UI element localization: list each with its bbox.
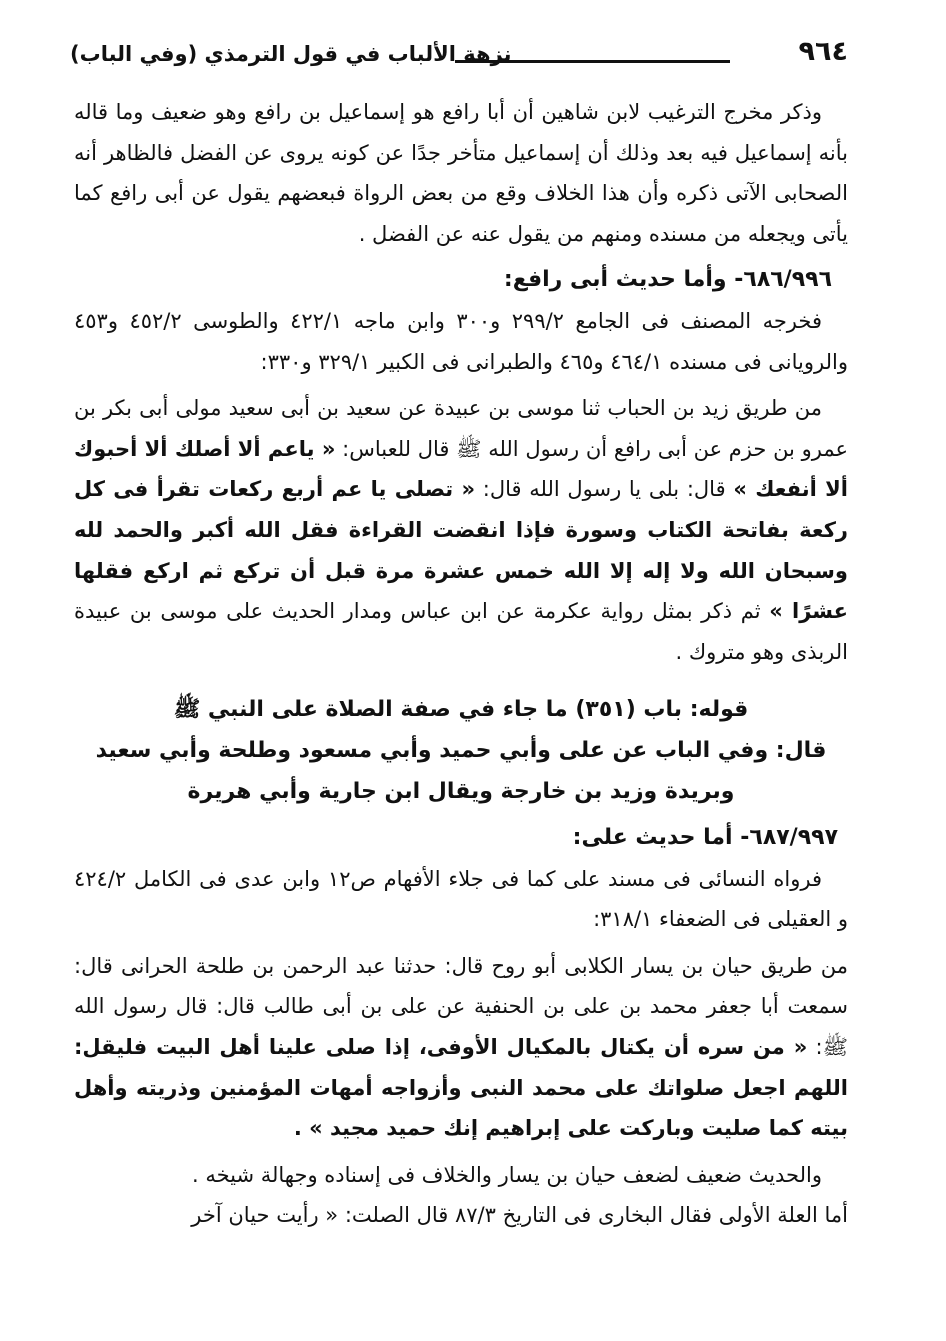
hadith-heading-ali: ٦٨٧/٩٩٧- أما حديث على: <box>572 825 838 851</box>
chapter-wa-fil-bab: قال: وفي الباب عن على وأبي حميد وأبي مسعود وطلحة وأبي سعيد وبريدة وزيد بن خارجة ويقال ابن جارية وأبي هريرة <box>95 737 827 804</box>
paragraph-first-illa: أما العلة الأولى فقال البخارى فى التاريخ ٨٧/٣ قال الصلت: « رأيت حيان آخر <box>191 1203 848 1228</box>
page-body <box>74 92 848 1236</box>
hadith-quote-bold: « تصلى يا عم أربع ركعات تقرأ فى كل ركعة بفاتحة الكتاب وسورة فإذا انقضت القراءة فقل الله أكبر والحمد لله وسبحان الله ولا إله إلا الله خمس عشرة مرة قبل أن تركع ثم اركع فقلها عشرًا » <box>74 477 848 624</box>
isnad-text: من طريق حيان بن يسار الكلابى أبو روح قال: حدثنا عبد الرحمن بن طلحة الحرانى قال: سمعت أبا جعفر محمد بن على بن الحنفية عن على بن أبى طالب قال: قال رسول الله ﷺ: <box>74 953 849 1060</box>
paragraph-isnad-ali <box>74 946 848 1149</box>
hadith-quote-bold: « من سره أن يكتال بالمكيال الأوفى، إذا صلى علينا أهل البيت فليقل: اللهم اجعل صلواتك على محمد النبى وأزواجه أمهات المؤمنين وذريته وأهل بيته كما صليت وباركت على إبراهيم إنك حميد مجيد » . <box>74 1035 848 1141</box>
running-title: نزهة الألباب في قول الترمذي (وفي الباب) <box>70 42 512 66</box>
isnad-text: ثم ذكر بمثل رواية عكرمة عن ابن عباس ومدار الحديث على موسى بن عبيدة الربذى وهو متروك . <box>74 599 848 664</box>
chapter-title: قوله: باب (٣٥١) ما جاء في صفة الصلاة على النبي ﷺ <box>173 697 749 723</box>
paragraph-targhib-note: وذكر مخرج الترغيب لابن شاهين أن أبا رافع هو إسماعيل بن رافع وهو ضعيف وما قاله بأنه إسماعيل فيه بعد وذلك أن إسماعيل متأخر جدًا عن كونه يروى عن الفضل فالظاهر أنه الصحابى الآتى ذكره وأن هذا الخلاف وقع من بعض الرواة فبعضهم يقول عن أبى رافع كما يأتى ويجعله من مسنده ومنهم من يقول عنه عن الفضل . <box>74 100 848 246</box>
hadith-quote-bold: « ياعم ألا أصلك ألا أحبوك ألا أنفعك » <box>74 436 848 502</box>
hadith-heading-abi-rafi: ٦٨٦/٩٩٦- وأما حديث أبى رافع: <box>503 267 832 293</box>
paragraph-isnad-abi-rafi <box>74 388 848 672</box>
page-header <box>70 36 848 76</box>
paragraph-takhrij-ali: فرواه النسائى فى مسند على كما فى جلاء الأفهام ص١٢ وابن عدى فى الكامل ٤٢٤/٢ و العقيلى فى الضعفاء ٣١٨/١: <box>74 866 848 932</box>
isnad-text: قال: بلى يا رسول الله قال: <box>475 477 734 502</box>
paragraph-takhrij-abi-rafi: فخرجه المصنف فى الجامع ٢٩٩/٢ و٣٠٠ وابن ماجه ٤٢٢/١ والطوسى ٤٥٢/٢ و٤٥٣ والرويانى فى مسنده ٤٦٤/١ و٤٦٥ والطبرانى فى الكبير ٣٢٩/١ و٣٣٠: <box>74 308 848 374</box>
paragraph-grading: والحديث ضعيف لضعف حيان بن يسار والخلاف فى إسناده وجهالة شيخه . <box>191 1162 822 1187</box>
page-number: ٩٦٤ <box>798 36 848 67</box>
isnad-text: من طريق زيد بن الحباب ثنا موسى بن عبيدة عن سعيد بن أبى سعيد مولى أبى بكر بن عمرو بن حزم عن أبى رافع أن رسول الله ﷺ قال للعباس: <box>74 396 849 461</box>
